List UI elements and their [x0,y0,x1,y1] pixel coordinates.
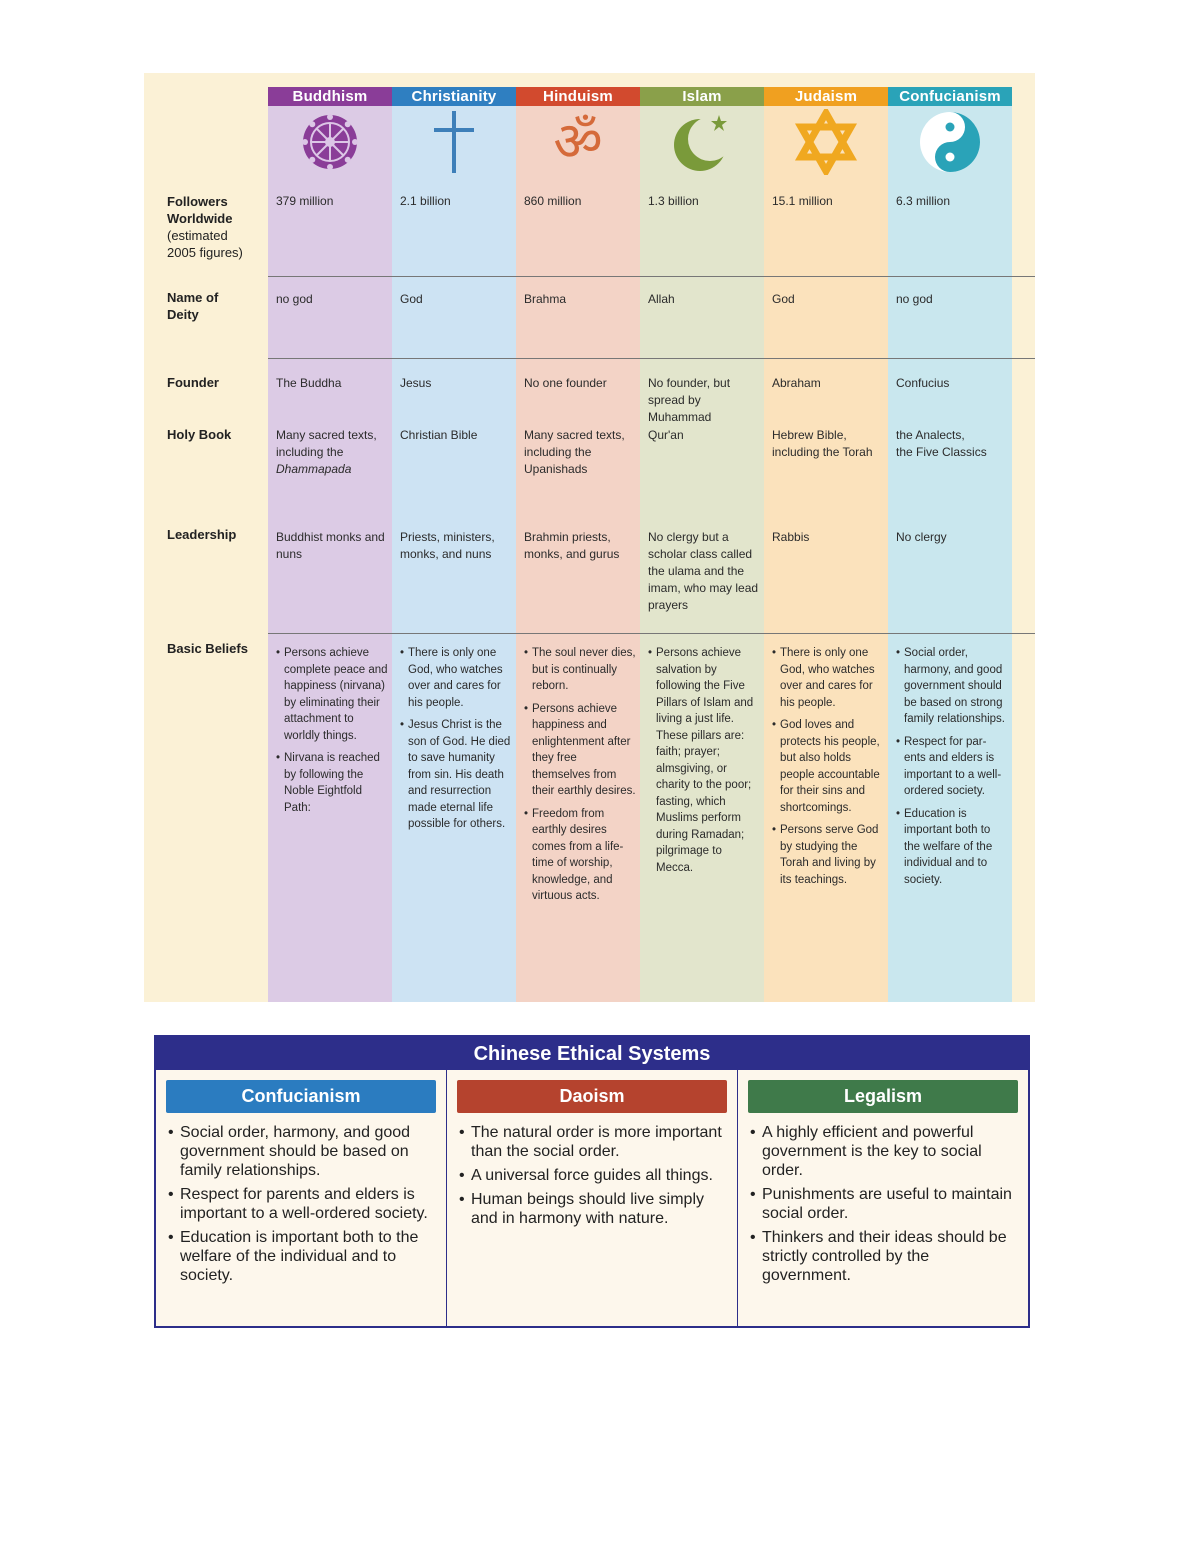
religions-chart [144,73,1035,1002]
header-confucianism: Confucianism [888,87,1012,106]
row-label-deity: Name of Deity [167,290,219,322]
beliefs-list [524,645,636,905]
list-item: • A universal force guides all things. [459,1166,729,1185]
row-divider [268,276,1035,277]
list-item: • Jesus Christ is the son of God. He died to save humanity from sin. His death and resurrection made eternal life possible for others. [400,717,512,833]
holy-book-line: the Five Classics [896,445,987,459]
cell-holy-book [772,427,884,461]
symbol-box-hinduism [516,106,640,178]
list-item: • The soul never dies, but is continually reborn. [524,645,636,695]
beliefs-list [772,645,884,888]
star-of-david-icon [793,109,859,175]
beliefs-list [896,645,1008,888]
cell-leadership: No clergy but a scholar class called the ulama and the imam, who may lead prayers [648,530,759,612]
cell-founder: No founder, but spread by Muhammad [648,376,731,424]
cell-beliefs [896,645,1008,894]
header-hinduism: Hinduism [516,87,640,106]
list-item: • Social order, harmony, and good government should be based on family relationships. [168,1123,438,1180]
ethics-list-confucianism [168,1123,438,1285]
holy-book-line: including the Torah [772,445,873,459]
cell-deity: no god [896,292,933,306]
ethics-column-confucianism [156,1070,446,1326]
cell-founder: Abraham [772,376,821,390]
list-item: • There is only one God, who watches over and cares for his people. [772,645,884,711]
symbol-box-christianity [392,106,516,178]
header-buddhism: Buddhism [268,87,392,106]
header-christianity: Christianity [392,87,516,106]
crescent-star-icon [667,109,737,175]
holy-book-line: the Analects, [896,428,965,442]
header-islam: Islam [640,87,764,106]
cell-holy-book [400,427,512,444]
ethics-column-daoism [446,1070,738,1326]
beliefs-list [648,645,760,876]
ethics-header-confucianism: Confucianism [166,1080,436,1113]
list-item: • The natural order is more important than the social order. [459,1123,729,1161]
holy-book-title: Dhammapada [276,462,352,476]
holy-book-line: including the [524,445,592,459]
cell-deity: God [772,292,795,306]
list-item: • Social order, harmony, and good government should be based on strong family relationships. [896,645,1008,728]
cell-beliefs [400,645,512,839]
cell-deity: Allah [648,292,675,306]
cell-deity: no god [276,292,313,306]
ethics-list-legalism [750,1123,1020,1285]
cell-followers: 1.3 billion [648,194,699,208]
list-item: • Persons achieve salvation by following the Five Pillars of Islam and living a just life. These pillars are: faith; prayer; almsgiving, or charity to the poor; fasting, which Muslims perform during Ramadan; pilgrimage to Mecca. [648,645,760,876]
row-label-holy-book: Holy Book [167,427,232,442]
holy-book-line: Many sacred texts, [524,428,625,442]
cell-holy-book [648,427,760,444]
list-item: • Education is important both to the welfare of the individual and to society. [896,806,1008,889]
list-item: • Punishments are useful to maintain social order. [750,1185,1020,1223]
holy-book-line: Qur'an [648,428,684,442]
chinese-ethical-systems-table [154,1035,1030,1328]
header-judaism: Judaism [764,87,888,106]
cell-beliefs [772,645,884,894]
list-item: • Persons serve God by studying the Torah and living by its teachings. [772,822,884,888]
row-label-founder: Founder [167,375,219,390]
list-item: • Respect for parents and elders is important to a well-ordered society. [168,1185,438,1223]
list-item: • Respect for par-ents and elders is important to a well-ordered society. [896,734,1008,800]
holy-book-line: Hebrew Bible, [772,428,847,442]
row-label-followers: Followers Worldwide (estimated 2005 figures) [167,194,243,260]
cell-deity: God [400,292,423,306]
ethics-title: Chinese Ethical Systems [156,1037,1028,1070]
list-item: • Thinkers and their ideas should be strictly controlled by the government. [750,1228,1020,1285]
cell-holy-book [276,427,388,478]
cell-followers: 379 million [276,194,334,208]
row-divider [268,358,1035,359]
ethics-column-legalism [738,1070,1028,1326]
cell-leadership: Brahmin priests, monks, and gurus [524,530,620,561]
list-item: • There is only one God, who watches over and cares for his people. [400,645,512,711]
list-item: • God loves and protects his people, but also holds people accountable for their sins and shortcomings. [772,717,884,816]
yin-yang-icon [917,109,983,175]
row-label-leadership: Leadership [167,527,237,542]
holy-book-line: Christian Bible [400,428,478,442]
cell-founder: The Buddha [276,376,342,390]
cell-beliefs [276,645,388,822]
cell-beliefs [524,645,636,911]
beliefs-list [276,645,388,816]
cell-followers: 15.1 million [772,194,833,208]
cell-leadership: No clergy [896,530,947,544]
cell-leadership: Rabbis [772,530,810,544]
cross-icon [424,109,484,175]
list-item: • Persons achieve complete peace and happiness (nirvana) by eliminating their attachment to worldly things. [276,645,388,744]
symbol-box-islam [640,106,764,178]
list-item: • Human beings should live simply and in harmony with nature. [459,1190,729,1228]
symbol-box-confucianism [888,106,1012,178]
cell-beliefs [648,645,760,882]
symbol-box-buddhism [268,106,392,178]
list-item: • Freedom from earthly desires comes from a life-time of worship, knowledge, and virtuous acts. [524,806,636,905]
dharma-wheel-icon [290,109,370,175]
holy-book-line: Upanishads [524,462,588,476]
ethics-list-daoism [459,1123,729,1228]
cell-founder: Jesus [400,376,432,390]
cell-leadership: Priests, ministers, monks, and nuns [400,530,495,561]
symbol-box-judaism [764,106,888,178]
cell-founder: No one founder [524,376,607,390]
row-label-beliefs: Basic Beliefs [167,641,248,656]
list-item: • Persons achieve happiness and enlightenment after they free themselves from their earthly desires. [524,701,636,800]
cell-followers: 2.1 billion [400,194,451,208]
list-item: • Nirvana is reached by following the Noble Eightfold Path: [276,750,388,816]
list-item: • A highly efficient and powerful government is the key to social order. [750,1123,1020,1180]
cell-followers: 6.3 million [896,194,951,208]
holy-book-line: Many sacred texts, [276,428,377,442]
ethics-header-daoism: Daoism [457,1080,727,1113]
om-icon: ॐ [553,110,603,173]
cell-deity: Brahma [524,292,567,306]
beliefs-list [400,645,512,833]
list-item: • Education is important both to the welfare of the individual and to society. [168,1228,438,1285]
cell-leadership: Buddhist monks and nuns [276,530,385,561]
cell-followers: 860 million [524,194,582,208]
cell-founder: Confucius [896,376,950,390]
row-divider [268,633,1035,634]
ethics-header-legalism: Legalism [748,1080,1018,1113]
holy-book-line: including the [276,445,344,459]
cell-holy-book [896,427,1008,461]
cell-holy-book [524,427,636,478]
